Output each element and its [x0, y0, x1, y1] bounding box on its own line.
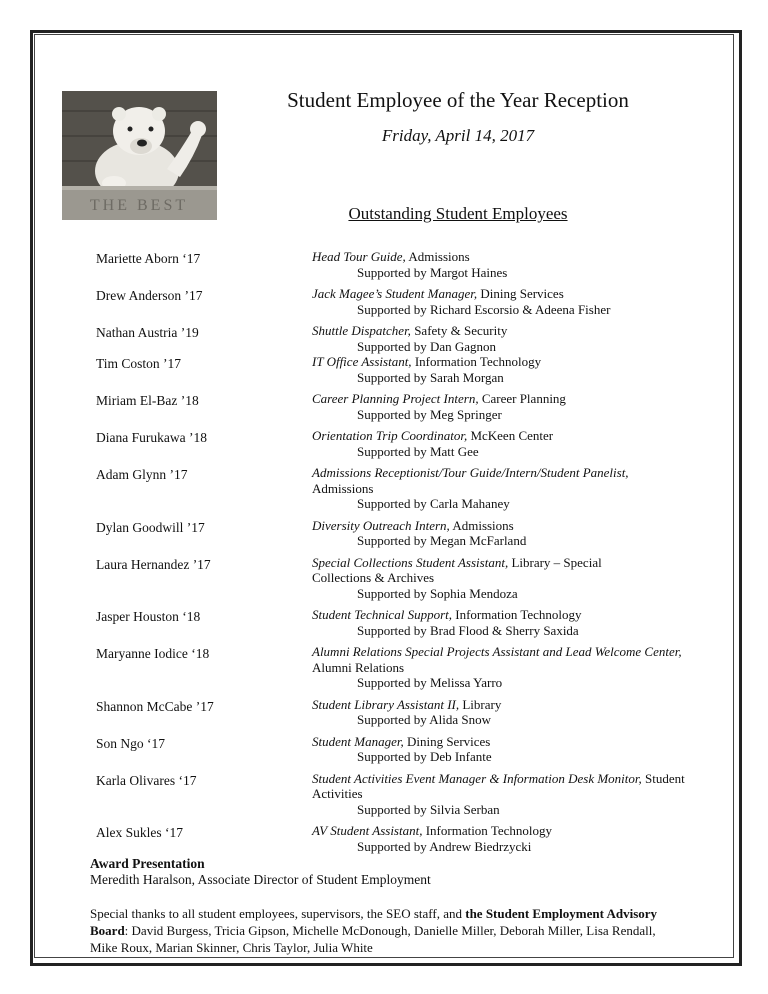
employee-department: Student Activities — [312, 770, 685, 801]
employee-row — [96, 518, 706, 549]
employee-department-cont: Admissions — [312, 480, 374, 496]
employee-role: Alumni Relations Special Projects Assistant and Lead Welcome Center, — [312, 644, 682, 659]
employee-role: Orientation Trip Coordinator, — [312, 428, 468, 443]
employee-department: Information Technology — [452, 607, 582, 622]
employee-name: Diana Furukawa ’18 — [96, 430, 207, 445]
employee-detail — [312, 823, 702, 854]
employee-detail — [312, 428, 702, 459]
employee-position — [312, 697, 702, 713]
employee-detail — [312, 465, 702, 512]
employee-name: Maryanne Iodice ‘18 — [96, 646, 210, 661]
employee-role: Student Activities Event Manager & Information Desk Monitor, — [312, 770, 642, 786]
employee-row — [96, 286, 706, 317]
employee-row — [96, 644, 706, 691]
employee-position — [312, 286, 702, 302]
employee-role: Career Planning Project Intern, — [312, 391, 479, 406]
advisory-board-members: : David Burgess, Tricia Gipson, Michelle McDonough, Danielle Miller, Deborah Miller, Lisa Rendall, Mike Roux, Marian Skinner, Chris Taylor, Julia White — [90, 923, 656, 955]
employee-position — [312, 354, 702, 370]
advisory-board-label: the Student Employment Advisory Board — [90, 906, 658, 938]
employee-row — [96, 734, 706, 765]
employee-role: Admissions Receptionist/Tour Guide/Intern/Student Panelist, — [312, 465, 629, 480]
employee-role: Student Manager, — [312, 733, 404, 749]
employee-supervisor: Supported by Sophia Mendoza — [357, 585, 518, 601]
employee-name: Shannon McCabe ’17 — [96, 698, 214, 714]
employee-supervisor: Supported by Richard Escorsio & Adeena Fisher — [357, 301, 611, 317]
employee-position — [312, 555, 702, 571]
employee-role: Diversity Outreach Intern, — [312, 517, 450, 533]
employee-row — [96, 249, 706, 280]
thanks-paragraph — [90, 905, 680, 956]
employee-role: Shuttle Dispatcher, — [312, 323, 411, 338]
employee-role: AV Student Assistant, — [312, 823, 423, 838]
employee-department: Library — [459, 696, 502, 712]
employee-supervisor: Supported by Sarah Morgan — [357, 369, 504, 385]
employee-name: Karla Olivares ‘17 — [96, 772, 197, 788]
employee-department: Admissions — [405, 249, 470, 264]
employee-position — [312, 771, 702, 802]
employee-department: Safety & Security — [410, 323, 508, 338]
employee-role: Student Technical Support, — [312, 607, 452, 622]
employee-position — [312, 428, 702, 444]
employee-department: Information Technology — [411, 354, 542, 369]
employee-row — [96, 391, 706, 422]
employee-role: Special Collections Student Assistant, — [312, 554, 509, 570]
employee-row — [96, 323, 706, 354]
employee-detail — [312, 697, 702, 728]
employee-name: Miriam El-Baz ’18 — [96, 393, 199, 408]
employee-supervisor: Supported by Alida Snow — [357, 712, 491, 727]
employee-row — [96, 555, 706, 602]
employee-supervisor: Supported by Silvia Serban — [357, 801, 500, 817]
employee-detail — [312, 286, 702, 317]
employee-row — [96, 354, 706, 385]
employee-department: McKeen Center — [467, 428, 554, 443]
employee-department: Career Planning — [478, 391, 566, 406]
employee-name: Tim Coston ’17 — [96, 356, 182, 371]
employee-name: Adam Glynn ’17 — [96, 467, 188, 482]
employee-list — [96, 249, 706, 860]
employee-department: Information Technology — [422, 823, 553, 838]
employee-department: Dining Services — [477, 286, 564, 301]
employee-supervisor: Supported by Dan Gagnon — [357, 338, 497, 354]
employee-position — [312, 391, 702, 407]
employee-row — [96, 607, 706, 638]
employee-detail — [312, 391, 702, 422]
employee-name: Jasper Houston ‘18 — [96, 609, 201, 624]
employee-position — [312, 323, 702, 339]
employee-role: Head Tour Guide, — [312, 249, 406, 264]
employee-name: Alex Sukles ‘17 — [96, 825, 183, 840]
employee-name: Nathan Austria ’19 — [96, 325, 199, 340]
polar-bear-photo — [62, 91, 217, 220]
employee-position — [312, 607, 702, 623]
employee-detail — [312, 644, 702, 691]
employee-supervisor: Supported by Andrew Biedrzycki — [357, 838, 532, 854]
employee-name: Dylan Goodwill ’17 — [96, 519, 205, 535]
employee-name: Mariette Aborn ‘17 — [96, 251, 201, 266]
employee-department: Library – Special — [508, 554, 602, 570]
employee-name: Drew Anderson ’17 — [96, 288, 203, 303]
employee-row — [96, 823, 706, 854]
employee-row — [96, 428, 706, 459]
employee-detail — [312, 249, 702, 280]
event-date: Friday, April 14, 2017 — [381, 126, 535, 145]
employee-row — [96, 771, 706, 818]
section-heading: Outstanding Student Employees — [348, 204, 568, 223]
employee-position — [312, 644, 702, 675]
employee-supervisor: Supported by Margot Haines — [357, 264, 508, 280]
employee-supervisor: Supported by Brad Flood & Sherry Saxida — [357, 622, 579, 638]
employee-supervisor: Supported by Carla Mahaney — [357, 496, 510, 511]
employee-supervisor: Supported by Megan McFarland — [357, 533, 527, 548]
employee-detail — [312, 354, 702, 385]
employee-supervisor: Supported by Matt Gee — [357, 443, 479, 459]
employee-role: Student Library Assistant II, — [312, 696, 460, 712]
employee-row — [96, 465, 706, 512]
employee-role: Jack Magee’s Student Manager, — [312, 286, 478, 301]
employee-department: Alumni Relations — [312, 659, 405, 675]
employee-name: Son Ngo ‘17 — [96, 735, 166, 751]
employee-position — [312, 465, 702, 481]
employee-supervisor: Supported by Melissa Yarro — [357, 675, 503, 690]
employee-detail — [312, 734, 702, 765]
award-presenter: Meredith Haralson, Associate Director of Student Employment — [90, 872, 431, 887]
employee-department: Admissions — [449, 517, 514, 533]
thanks-intro: Special thanks to all student employees, supervisors, the SEO staff, and — [90, 906, 466, 921]
award-title: Award Presentation — [90, 856, 205, 871]
employee-supervisor: Supported by Deb Infante — [357, 749, 492, 764]
employee-position — [312, 518, 702, 534]
employee-position — [312, 249, 702, 265]
employee-supervisor: Supported by Meg Springer — [357, 406, 502, 422]
employee-department-cont: Collections & Archives — [312, 570, 435, 585]
employee-detail — [312, 518, 702, 549]
employee-department: Dining Services — [403, 733, 491, 749]
employee-position — [312, 734, 702, 750]
svg-text:THE BEST: THE BEST — [89, 197, 189, 214]
employee-role: IT Office Assistant, — [312, 354, 412, 369]
employee-detail — [312, 555, 702, 602]
award-section — [90, 856, 710, 888]
employee-detail — [312, 323, 702, 354]
page-title: Student Employee of the Year Reception — [287, 88, 629, 112]
employee-row — [96, 697, 706, 728]
employee-name: Laura Hernandez ’17 — [96, 556, 211, 572]
employee-position — [312, 823, 702, 839]
employee-detail — [312, 771, 702, 818]
employee-detail — [312, 607, 702, 638]
